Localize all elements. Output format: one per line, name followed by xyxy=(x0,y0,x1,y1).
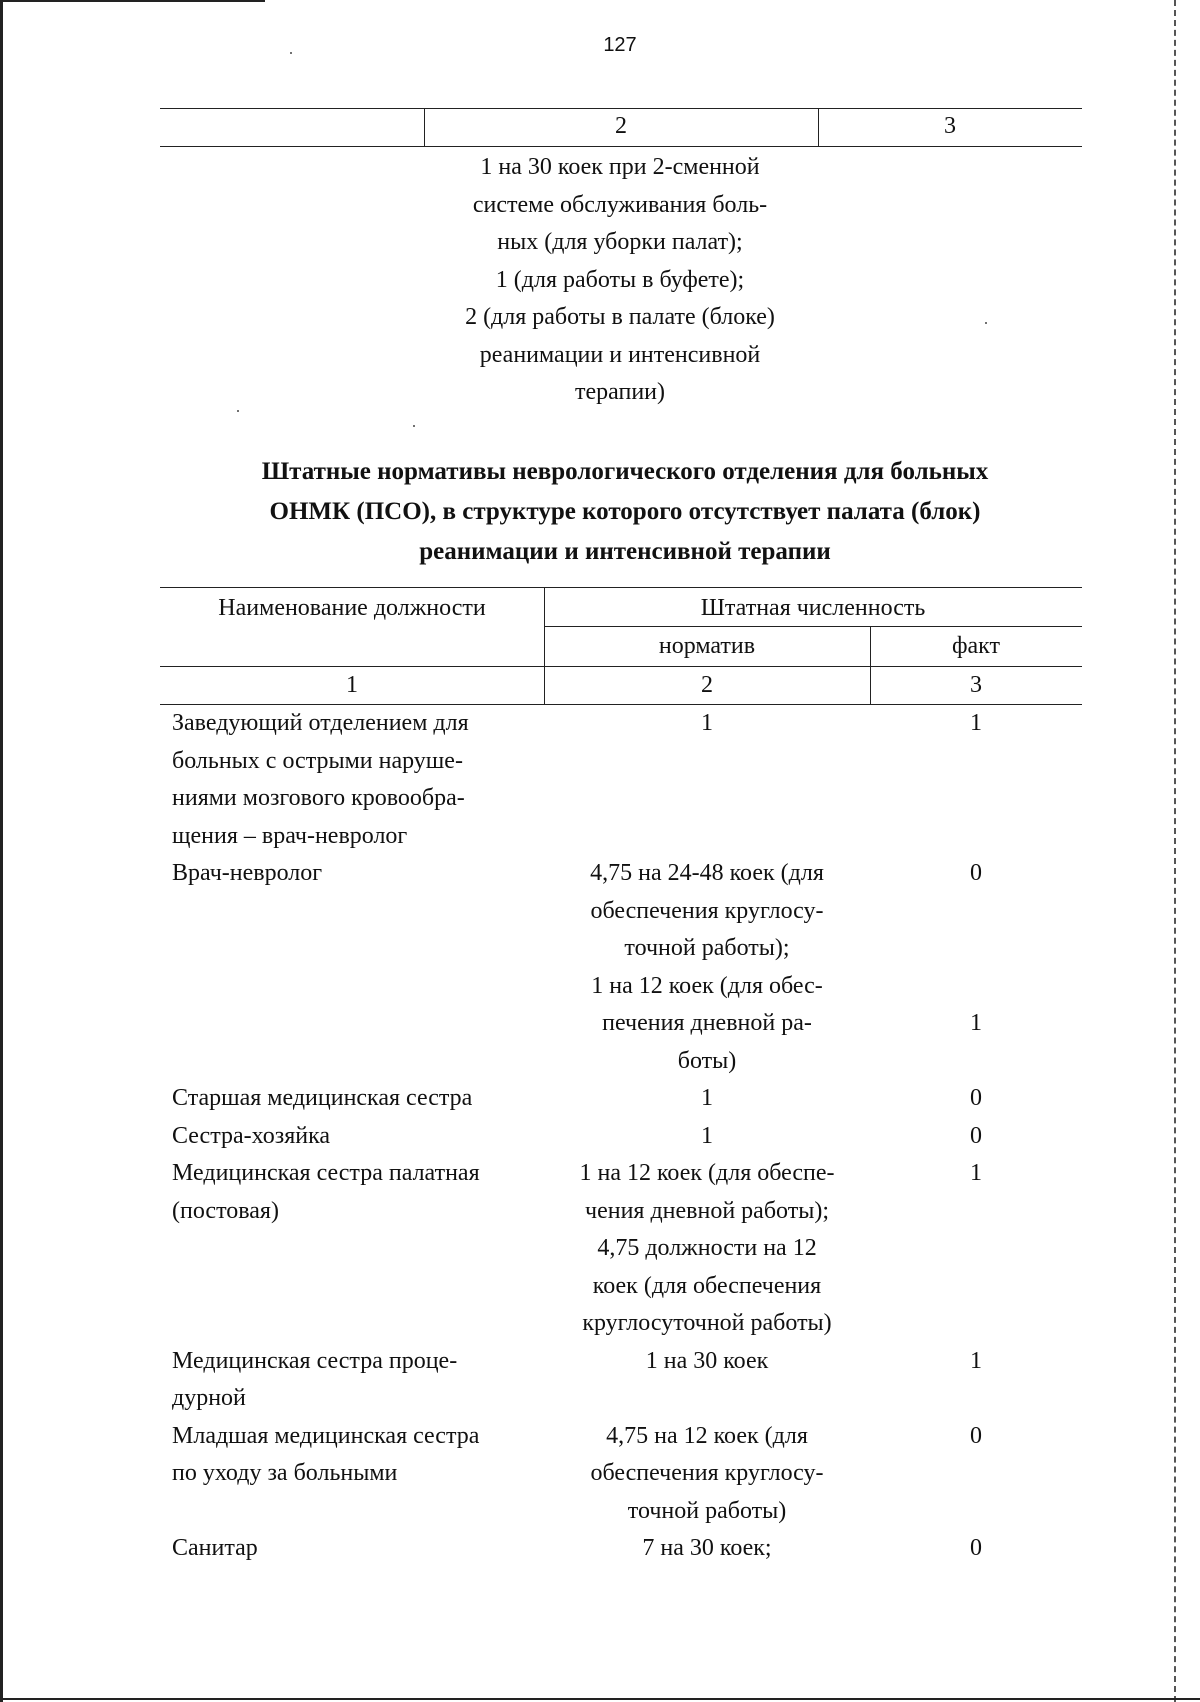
row-norm-line: 4,75 на 24-48 коек (для xyxy=(590,860,824,886)
row-position-line: (постовая) xyxy=(172,1197,279,1224)
row-norm-line: точной работы) xyxy=(627,1497,787,1524)
row-position-line: больных с острыми наруше- xyxy=(172,747,463,774)
row-norm-line: обеспечения круглосу- xyxy=(590,1460,824,1486)
row-norm-line: 1 xyxy=(701,1085,713,1111)
cont-rule-bottom xyxy=(160,146,1082,147)
section-title-line: реанимации и интенсивной терапии xyxy=(419,538,831,565)
row-position-line: по уходу за больными xyxy=(172,1460,398,1486)
row-position-line: Врач-невролог xyxy=(172,860,323,886)
row-fact: 0 xyxy=(970,1535,982,1561)
cont-norm-line: системе обслуживания боль- xyxy=(472,191,768,218)
row-norm-line: 1 на 30 коек xyxy=(645,1347,769,1374)
row-position-line: Заведующий отделением для xyxy=(172,710,469,736)
row-position-line: Медицинская сестра проце- xyxy=(172,1347,458,1374)
cont-norm-line: 1 (для работы в буфете); xyxy=(495,266,745,293)
row-position-line: Младшая медицинская сестра xyxy=(172,1422,480,1449)
row-position-line: ниями мозгового кровообра- xyxy=(172,785,465,811)
scan-speck xyxy=(290,52,292,54)
cont-norm-line: 1 на 30 коек при 2-сменной xyxy=(480,154,760,180)
cont-norm-line: 2 (для работы в палате (блоке) xyxy=(465,304,775,330)
scan-edge-top xyxy=(0,0,265,2)
header-staffing: Штатная численность xyxy=(700,595,926,621)
row-norm-line: обеспечения круглосу- xyxy=(590,897,824,924)
row-position-line: Старшая медицинская сестра xyxy=(172,1085,473,1111)
scan-edge-left xyxy=(0,0,3,1702)
section-title xyxy=(160,452,1090,572)
scan-speck xyxy=(985,322,987,324)
header-norm: норматив xyxy=(658,633,756,659)
row-norm-line: 1 xyxy=(701,710,713,736)
row-norm-line: 1 xyxy=(701,1122,713,1149)
row-fact: 0 xyxy=(970,1422,982,1449)
row-norm-line: 1 на 12 коек (для обеспе- xyxy=(579,1160,835,1186)
row-norm-line: 4,75 должности на 12 xyxy=(597,1235,817,1261)
page-number: 127 xyxy=(603,34,637,56)
row-position-line: щения – врач-невролог xyxy=(172,822,408,849)
row-fact: 0 xyxy=(970,1085,982,1111)
header-position: Наименование должности xyxy=(218,595,486,621)
row-norm-line: печения дневной ра- xyxy=(602,1010,812,1036)
row-position-line: Санитар xyxy=(172,1535,258,1561)
row-norm-line: коек (для обеспечения xyxy=(592,1272,822,1299)
row-norm-line: 1 на 12 коек (для обес- xyxy=(591,972,823,999)
col-number-3: 3 xyxy=(970,672,982,698)
row-fact: 0 xyxy=(970,1122,982,1149)
cont-norm-line: реанимации и интенсивной xyxy=(479,341,761,368)
row-position-line: Медицинская сестра палатная xyxy=(172,1160,480,1186)
row-fact: 1 xyxy=(970,1160,982,1186)
col-number-2: 2 xyxy=(701,672,713,698)
row-fact-secondary: 1 xyxy=(970,1010,982,1036)
scan-speck xyxy=(413,425,415,427)
scan-edge-bottom xyxy=(0,1698,1200,1700)
row-norm-line: чения дневной работы); xyxy=(585,1197,829,1224)
cont-norm-line: терапии) xyxy=(575,379,665,405)
row-norm-line: точной работы); xyxy=(624,935,790,961)
cont-col-number-3: 3 xyxy=(944,113,956,139)
section-title-line: Штатные нормативы неврологического отделения для больных xyxy=(261,458,989,485)
section-title-line: ОНМК (ПСО), в структуре которого отсутствует палата (блок) xyxy=(269,498,981,525)
table-rule-top xyxy=(160,587,1082,588)
row-position-line: Сестра-хозяйка xyxy=(172,1122,331,1149)
row-norm-line: боты) xyxy=(677,1047,737,1074)
header-fact: факт xyxy=(951,633,1001,659)
row-fact: 0 xyxy=(970,860,982,886)
cont-col-number-2: 2 xyxy=(615,113,627,139)
col-number-1: 1 xyxy=(346,672,358,698)
row-fact: 1 xyxy=(970,1347,982,1374)
row-position-line: дурной xyxy=(172,1385,246,1411)
row-norm-line: круглосуточной работы) xyxy=(582,1310,832,1336)
scan-speck xyxy=(237,410,239,412)
row-fact: 1 xyxy=(970,710,982,736)
scan-edge-right xyxy=(1174,0,1176,1702)
row-norm-line: 7 на 30 коек; xyxy=(642,1535,772,1561)
cont-norm-line: ных (для уборки палат); xyxy=(497,229,743,255)
row-norm-line: 4,75 на 12 коек (для xyxy=(606,1422,808,1449)
